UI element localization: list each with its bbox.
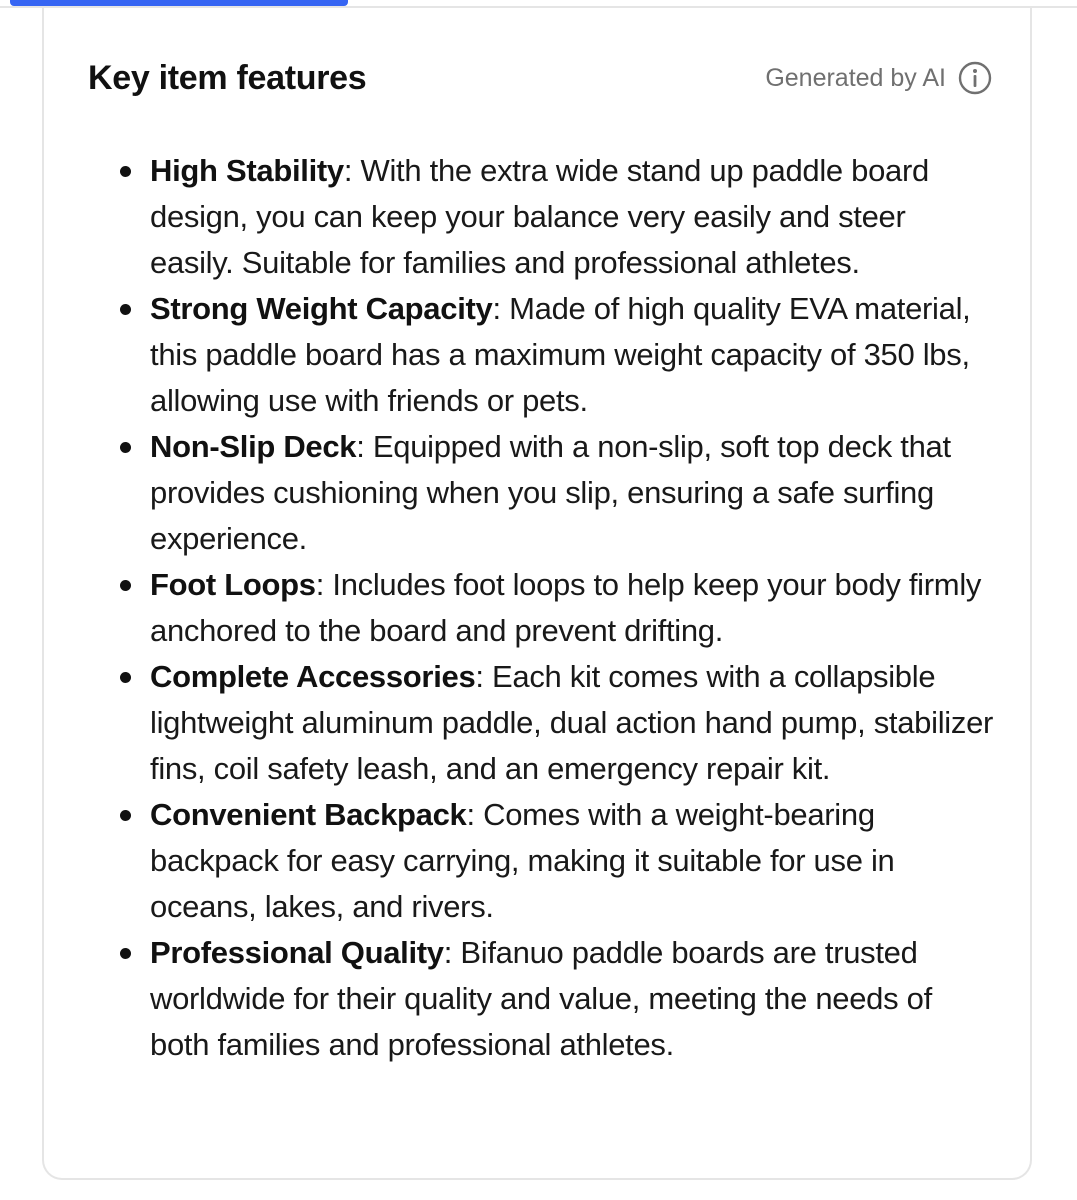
feature-name: High Stability: [150, 153, 344, 188]
feature-description: With the extra wide stand up paddle board design, you can keep your balance very easily and steer easily. Suitable for families and professional athletes.: [150, 153, 929, 280]
feature-name: Professional Quality: [150, 935, 444, 970]
bullet-icon: [120, 166, 131, 177]
bullet-icon: [120, 948, 131, 959]
feature-description: Equipped with a non-slip, soft top deck that provides cushioning when you slip, ensuring a safe surfing experience.: [150, 429, 951, 556]
feature-description: Made of high quality EVA material, this paddle board has a maximum weight capacity of 350 lbs, allowing use with friends or pets.: [150, 291, 971, 418]
feature-description: Comes with a weight-bearing backpack for easy carrying, making it suitable for use in oceans, lakes, and rivers.: [150, 797, 895, 924]
feature-item: [116, 654, 996, 792]
feature-separator: :: [443, 935, 453, 970]
feature-separator: :: [315, 567, 325, 602]
feature-name: Foot Loops: [150, 567, 316, 602]
feature-separator: :: [356, 429, 365, 464]
features-list: [116, 148, 996, 1068]
feature-item: [116, 424, 996, 562]
feature-separator: :: [475, 659, 484, 694]
info-icon[interactable]: [958, 61, 992, 95]
feature-item: [116, 148, 996, 286]
feature-description: Bifanuo paddle boards are trusted worldwide for their quality and value, meeting the needs of both families and professional athletes.: [150, 935, 932, 1062]
bullet-icon: [120, 810, 131, 821]
feature-item: [116, 286, 996, 424]
feature-name: Convenient Backpack: [150, 797, 467, 832]
feature-name: Complete Accessories: [150, 659, 476, 694]
feature-description: Each kit comes with a collapsible lightweight aluminum paddle, dual action hand pump, stabilizer fins, coil safety leash, and an emergency repair kit.: [150, 659, 994, 786]
bullet-icon: [120, 672, 131, 683]
ai-generated-badge: [765, 60, 992, 96]
feature-item: [116, 930, 996, 1068]
feature-name: Non-Slip Deck: [150, 429, 357, 464]
feature-description: Includes foot loops to help keep your body firmly anchored to the board and prevent drifting.: [150, 567, 982, 648]
feature-separator: :: [492, 291, 501, 326]
bullet-icon: [120, 304, 131, 315]
feature-item: [116, 562, 996, 654]
generated-by-ai-label: Generated by AI: [765, 64, 946, 92]
bullet-icon: [120, 580, 131, 591]
feature-item: [116, 792, 996, 930]
card-title: Key item features: [88, 59, 367, 97]
key-features-card: [42, 8, 1032, 1180]
feature-separator: :: [466, 797, 475, 832]
card-header: [88, 56, 992, 100]
bullet-icon: [120, 442, 131, 453]
feature-separator: :: [343, 153, 353, 188]
feature-name: Strong Weight Capacity: [150, 291, 493, 326]
active-tab-indicator: [10, 0, 348, 6]
